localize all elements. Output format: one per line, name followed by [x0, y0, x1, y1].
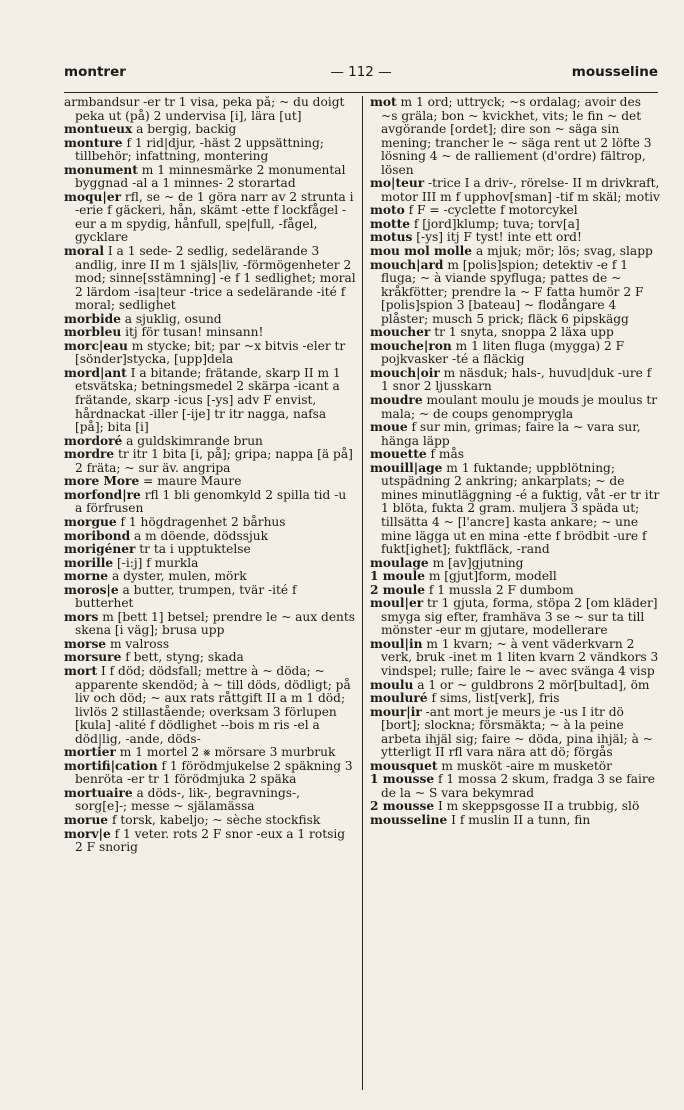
entry-definition: f [jord]klump; tuva; torv[a] [413, 216, 580, 231]
entry-headword: mortuaire [64, 785, 133, 800]
entry-headword: moue [370, 420, 408, 435]
dictionary-entry [370, 204, 660, 218]
dictionary-entry [64, 543, 356, 557]
entry-definition: f sims, list[verk], fris [431, 691, 560, 706]
entry-definition: m [polis]spion; detektiv -e f 1 fluga; ~ à viande spyfluga; pattes de ~ kråkfötter; prendre la ~ F fatta humör 2 F [polis]spion 3 [bateau] ~ flodångare 4 plåster; musch 5 prick; fläck 6 pipskägg [381, 257, 644, 326]
entry-definition: m 1 fuktande; uppblötning; utspädning 2 ankring; ankarplats; ~ de mines minutläggning -é a fuktig, våt -er tr itr 1 blöta, fukta 2 gram. muljera 3 späda ut; tillsätta 4 ~ [l'ancre] kasta ankare; ~ une mine lägga ut en mina -ette f brödbit -ure f fukt[ighet]; fuktfläck, -rand [381, 460, 660, 557]
entry-headword: morv|e [64, 826, 111, 841]
dictionary-entry [64, 313, 356, 327]
entry-headword: mousseline [370, 812, 448, 827]
entry-definition: a döds-, lik-, begravnings-, sorg[e]-; messe ~ själamässa [75, 785, 300, 814]
entry-definition: f torsk, kabeljo; ~ sèche stockfisk [111, 812, 321, 827]
entry-definition: m 1 minnesmärke 2 monumental byggnad -al a 1 minnes- 2 storartad [75, 162, 346, 191]
dictionary-entry [370, 814, 660, 828]
entry-definition: m musköt -aire m musketör [441, 758, 612, 773]
entry-headword: mouch|oir [370, 365, 440, 380]
entry-headword: morigéner [64, 542, 136, 557]
entry-headword: mors [64, 609, 99, 624]
page-header [64, 64, 658, 86]
entry-definition: I f muslin II a tunn, fin [451, 812, 591, 827]
dictionary-entry [64, 665, 356, 746]
dictionary-entry [64, 651, 356, 665]
left-guideword: montrer [64, 64, 126, 80]
dictionary-entry [64, 516, 356, 530]
dictionary-entry [64, 570, 356, 584]
dictionary-entry [370, 638, 660, 679]
dictionary-entry [64, 557, 356, 571]
entry-headword: morgue [64, 514, 117, 529]
entry-definition: a butter, trumpen, tvär -ité f butterhet [75, 582, 297, 611]
entry-headword: montueux [64, 122, 133, 137]
entry-definition: = maure Maure [143, 474, 242, 489]
dictionary-entry [370, 96, 660, 177]
dictionary-entry [64, 638, 356, 652]
entry-headword: morse [64, 636, 107, 651]
entry-definition: rfl 1 bli genomkyld 2 spilla tid -u a förfrusen [75, 487, 347, 516]
entry-definition: [-i:j] f murkla [116, 555, 199, 570]
dictionary-entry [64, 448, 356, 475]
dictionary-entry [370, 557, 660, 571]
entry-definition: [-ys] itj F tyst! inte ett ord! [416, 230, 582, 245]
dictionary-entry [370, 367, 660, 394]
entry-headword: moul|in [370, 636, 423, 651]
dictionary-entry [64, 584, 356, 611]
dictionary-entry [64, 814, 356, 828]
entry-headword: monument [64, 162, 138, 177]
entry-headword: motte [370, 216, 411, 231]
entry-definition: m näsduk; hals-, huvud|duk -ure f 1 snor 2 ljusskarn [381, 365, 652, 394]
entry-headword: moudre [370, 393, 423, 408]
dictionary-entry [370, 340, 660, 367]
entry-definition: moulant moulu je mouds je moulus tr mala; ~ de coups genomprygla [381, 393, 658, 421]
entry-headword: mouette [370, 447, 427, 462]
dictionary-entry [370, 462, 660, 557]
entry-definition: itj för tusan! minsann! [125, 325, 264, 340]
entry-definition: f 1 veter. rots 2 F snor -eux a 1 rotsig 2 F snorig [75, 826, 346, 855]
column-divider [362, 96, 363, 1090]
entry-definition: f mås [430, 447, 464, 462]
dictionary-entry [64, 191, 356, 245]
entry-definition: m 1 liten fluga (mygga) 2 F pojkvasker -té a fläckig [381, 338, 625, 367]
dictionary-entry [370, 597, 660, 638]
dictionary-entry [370, 692, 660, 706]
entry-headword: morbleu [64, 325, 122, 340]
dictionary-entry [370, 245, 660, 259]
dictionary-entry [64, 611, 356, 638]
dictionary-entry [370, 231, 660, 245]
entry-definition: f 1 rid|djur, -häst 2 uppsättning; tillbehör; infattning, montering [75, 135, 324, 164]
entry-headword: moul|er [370, 596, 424, 611]
entry-definition: -ant mort je meurs je -us I itr dö [bort]; slockna; försmäkta; ~ à la peine arbeta ihjäl sig; faire ~ döda, pina ihjäl; à ~ ytterligt II rfl vara nära att dö; förgås [381, 704, 653, 760]
entry-headword: more More [64, 474, 140, 489]
entry-definition: tr 1 gjuta, forma, stöpa 2 [om kläder] smyga sig efter, framhäva 3 se ~ sur ta till mönster -eur m gjutare, modellerare [381, 596, 658, 638]
entry-headword: morue [64, 812, 109, 827]
entry-definition: armbandsur -er tr 1 visa, peka på; ~ du doigt peka ut (på) 2 undervisa [i], lära [ut] [64, 96, 345, 123]
dictionary-entry [64, 164, 356, 191]
dictionary-entry [370, 326, 660, 340]
entry-headword: moros|e [64, 582, 119, 597]
dictionary-entry [64, 489, 356, 516]
dictionary-entry [64, 96, 356, 123]
entry-definition: a mjuk; mör; lös; svag, slapp [475, 244, 653, 259]
entry-headword: morbide [64, 311, 121, 326]
entry-definition: I m skeppsgosse II a trubbig, slö [437, 799, 640, 814]
entry-headword: mortifi|cation [64, 758, 158, 773]
entry-headword: mouill|age [370, 460, 443, 475]
entry-definition: m [av]gjutning [432, 555, 524, 570]
entry-definition: f 1 förödmjukelse 2 späkning 3 benröta -er tr 1 förödmjuka 2 späka [75, 758, 353, 787]
dictionary-entry [64, 530, 356, 544]
entry-headword: moulage [370, 555, 429, 570]
dictionary-entry [64, 137, 356, 164]
entry-definition: f bett, styng; skada [125, 650, 244, 665]
dictionary-entry [370, 421, 660, 448]
entry-headword: morne [64, 569, 109, 584]
dictionary-entry [64, 367, 356, 435]
entry-definition: a m döende, dödssjuk [133, 528, 268, 543]
entry-headword: moral [64, 244, 104, 259]
entry-headword: mot [370, 96, 397, 109]
entry-headword: moulu [370, 677, 414, 692]
dictionary-entry [370, 800, 660, 814]
entry-definition: I a 1 sede- 2 sedlig, sedelärande 3 andlig, inre II m 1 själs|liv, -förmögenheter 2 mod; sinne[sstämning] -e f 1 sedlighet; moral 2 lärdom -isa|teur -trice a sedelärande -ité f moral; sedlighet [75, 244, 356, 313]
dictionary-entry [370, 448, 660, 462]
entry-definition: m 1 ord; uttryck; ~s ordalag; avoir des ~s gräla; bon ~ kvickhet, vits; le fin ~ det avgörande [ordet]; dire son ~ säga sin mening; trancher le ~ säga rent ut 2 löfte 3 lösning 4 ~ de ralliement (d'ordre) fältrop, lösen [381, 96, 652, 177]
entry-definition: a bergig, backig [136, 122, 237, 137]
dictionary-entry [64, 326, 356, 340]
dictionary-entry [370, 706, 660, 760]
dictionary-entry [64, 475, 356, 489]
entry-headword: mouche|ron [370, 338, 452, 353]
dictionary-entry [64, 340, 356, 367]
entry-headword: moqu|er [64, 189, 122, 204]
dictionary-entry [370, 584, 660, 598]
entry-headword: mou mol molle [370, 244, 473, 259]
entry-headword: mord|ant [64, 365, 127, 380]
dictionary-entry [370, 177, 660, 204]
entry-definition: rfl, se ~ de 1 göra narr av 2 strunta i -erie f gäckeri, hån, skämt -ette f lockfågel -eur a m spydig, hånfull, spe|full, -fågel, gycklare [75, 189, 354, 245]
entry-definition: a sjuklig, osund [124, 311, 222, 326]
entry-definition: f 1 mossa 2 skum, fradga 3 se faire de la ~ S vara bekymrad [381, 772, 655, 800]
entry-definition: tr itr 1 bita [i, på]; gripa; nappa [ä på] 2 fräta; ~ sur äv. angripa [75, 447, 353, 475]
dictionary-entry [370, 570, 660, 584]
entry-headword: morsure [64, 650, 122, 665]
dictionary-entry [64, 828, 356, 855]
entry-headword: mo|teur [370, 176, 425, 191]
left-column [64, 96, 356, 1092]
dictionary-entry [64, 760, 356, 787]
entry-headword: moucher [370, 325, 431, 340]
dictionary-entry [370, 679, 660, 693]
entry-definition: m 1 mortel 2 ⨳ mörsare 3 murbruk [119, 745, 336, 760]
entry-definition: f 1 mussla 2 F dumbom [428, 582, 574, 597]
entry-headword: moribond [64, 528, 131, 543]
entry-definition: I f död; dödsfall; mettre à ~ döda; ~ apparente skendöd; à ~ till döds, dödligt; på liv och död; ~ aux rats råttgift II a m 1 död; livlös 2 stillastående; overksam 3 förlupen [kula] -alité f dödlighet --bois m ris -el a död|lig, -ande, döds- [75, 663, 351, 746]
entry-definition: f F = -cyclette f motorcykel [408, 203, 578, 218]
entry-definition: m [gjut]form, modell [428, 569, 557, 584]
dictionary-entry [370, 259, 660, 327]
entry-definition: f sur min, grimas; faire la ~ vara sur, hänga läpp [381, 420, 641, 448]
entry-definition: a guldskimrande brun [126, 433, 263, 448]
dictionary-entry [370, 394, 660, 421]
dictionary-entry [64, 746, 356, 760]
entry-definition: m valross [109, 636, 170, 651]
right-column [370, 96, 660, 1092]
entry-definition: a 1 or ~ guldbrons 2 mör[bultad], öm [417, 677, 650, 692]
entry-definition: tr 1 snyta, snoppa 2 läxa upp [434, 325, 614, 340]
entry-definition: a dyster, mulen, mörk [111, 569, 247, 584]
entry-headword: mordoré [64, 433, 123, 448]
entry-headword: 1 mousse [370, 772, 435, 787]
dictionary-entry [64, 245, 356, 313]
entry-headword: mordre [64, 447, 115, 462]
entry-definition: -trice I a driv-, rörelse- II m drivkraft, motor III m f upphov[sman] -tif m skäl; motiv [381, 176, 660, 204]
dictionary-entry [370, 773, 660, 800]
entry-headword: monture [64, 135, 123, 150]
dictionary-entry [64, 123, 356, 137]
page-number: — 112 — [330, 64, 392, 80]
entry-headword: 2 mousse [370, 799, 435, 814]
dictionary-entry [370, 760, 660, 774]
entry-headword: mousquet [370, 758, 438, 773]
entry-headword: morille [64, 555, 114, 570]
entry-headword: 2 moule [370, 582, 425, 597]
entry-headword: mort [64, 663, 98, 678]
entry-headword: mortier [64, 745, 116, 760]
entry-headword: mouch|ard [370, 257, 444, 272]
dictionary-entry [370, 218, 660, 232]
dictionary-entry [64, 787, 356, 814]
entry-definition: m 1 kvarn; ~ à vent väderkvarn 2 verk, bruk -inet m 1 liten kvarn 2 vändkors 3 vindspel; rulle; faire le ~ avec svänga 4 visp [381, 636, 659, 678]
entry-definition: m [bett 1] betsel; prendre le ~ aux dents skena [i väg]; brusa upp [75, 609, 356, 638]
header-rule [64, 92, 658, 93]
entry-headword: 1 moule [370, 569, 425, 584]
entry-headword: motus [370, 230, 413, 245]
entry-definition: tr ta i upptuktelse [139, 542, 251, 557]
entry-headword: mour|ir [370, 704, 422, 719]
entry-definition: I a bitande; frätande, skarp II m 1 etsvätska; betningsmedel 2 skärpa -icant a frätande, skarp -icus [-ys] adv F envist, hårdnackat -iller [-ije] tr itr nagga, nafsa [på]; bita [i] [75, 365, 341, 435]
entry-headword: mouluré [370, 691, 428, 706]
entry-headword: morfond|re [64, 487, 141, 502]
entry-headword: moto [370, 203, 405, 218]
entry-definition: m stycke; bit; par ~x bitvis -eler tr [sönder]stycka, [upp]dela [75, 338, 346, 367]
entry-definition: f 1 högdragenhet 2 bårhus [120, 514, 286, 529]
entry-headword: morc|eau [64, 338, 128, 353]
right-guideword: mousseline [571, 64, 658, 80]
